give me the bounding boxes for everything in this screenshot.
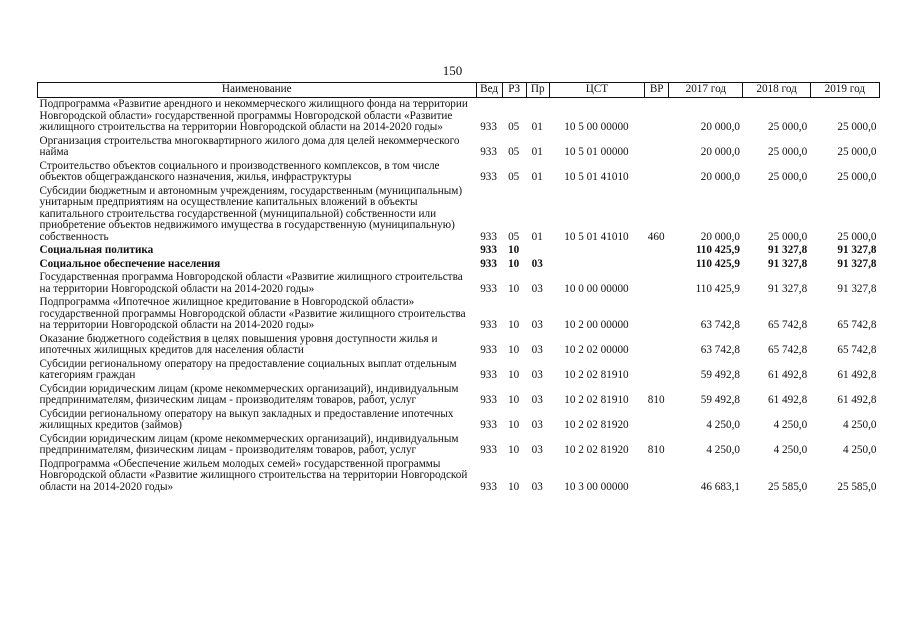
cell-ved: 933 (480, 444, 497, 456)
cell-ved: 933 (480, 146, 497, 158)
cell-name: Социальная политика (39, 244, 154, 256)
cell-2017: 4 250,0 (706, 444, 740, 456)
cell-rz: 05 (508, 230, 520, 243)
cell-ved: 933 (480, 344, 497, 356)
cell-rz: 10 (508, 369, 520, 381)
cell-pr: 03 (531, 319, 543, 331)
cell-2018: 25 000,0 (768, 121, 808, 133)
cell-cst: 10 2 02 81910 (564, 369, 629, 381)
cell-pr: 01 (531, 171, 543, 183)
cell-2019: 4 250,0 (842, 419, 877, 431)
header-2019: 2019 год (810, 83, 879, 98)
cell-vr (645, 296, 669, 333)
cell-ved: 933 (480, 121, 497, 133)
header-2017: 2017 год (669, 83, 743, 98)
cell-pr (526, 244, 549, 258)
cell-rz: 10 (508, 257, 520, 270)
header-vr: ВР (645, 83, 669, 98)
cell-pr: 01 (531, 121, 543, 133)
cell-2017: 20 000,0 (700, 121, 740, 133)
header-rz: РЗ (502, 83, 526, 98)
table-row (38, 358, 880, 383)
cell-name: Субсидии юридическим лицам (кроме некоммерческих организаций), индивидуальным предпринимателям, физическим лицам - производителям товаров, работ, услуг (39, 382, 459, 406)
cell-name: Организация строительства многоквартирного жилого дома для целей некоммерческого найма (39, 134, 460, 158)
cell-ved: 933 (480, 282, 497, 295)
cell-cst: 10 2 02 81910 (564, 394, 629, 406)
cell-2017: 20 000,0 (700, 230, 740, 243)
cell-rz: 10 (508, 319, 520, 331)
table-body (38, 98, 880, 495)
table-row (38, 458, 880, 495)
cell-cst: 10 2 02 81920 (564, 419, 629, 431)
cell-vr (645, 458, 669, 495)
page-number: 150 (442, 63, 463, 78)
table-header (38, 83, 880, 98)
cell-cst (549, 244, 644, 258)
cell-2018: 25 000,0 (768, 230, 808, 243)
cell-2017: 110 425,9 (695, 282, 740, 295)
table-row (38, 433, 880, 458)
cell-vr (645, 258, 669, 272)
cell-2019: 91 327,8 (837, 282, 877, 295)
cell-cst: 10 5 01 41010 (564, 230, 629, 243)
cell-2018: 4 250,0 (773, 444, 808, 456)
cell-cst: 10 0 00 00000 (564, 282, 629, 295)
budget-table (37, 82, 880, 494)
cell-2017: 63 742,8 (700, 319, 740, 331)
cell-name: Субсидии региональному оператору на выкуп закладных и предоставление ипотечных жилищных кредитов (займов) (39, 407, 454, 431)
cell-2019: 25 585,0 (837, 480, 877, 493)
cell-rz: 05 (508, 121, 520, 133)
cell-2018: 25 000,0 (768, 171, 808, 183)
cell-2017: 110 425,9 (695, 257, 740, 270)
cell-2018: 25 000,0 (768, 146, 808, 158)
cell-rz: 10 (508, 480, 520, 493)
table-row (38, 271, 880, 296)
cell-vr (645, 333, 669, 358)
cell-vr (645, 271, 669, 296)
table-row (38, 258, 880, 272)
cell-name: Субсидии бюджетным и автономным учреждениям, государственным (муниципальным) унитарным предприятиям на осуществление капитальных вложений в объекты капитального строительства государственной (муниципальной) собственности или приобретение объектов недвижимого имущества в государственную (муниципальную) собственность (39, 184, 463, 243)
cell-cst: 10 2 00 00000 (564, 319, 629, 331)
cell-cst: 10 3 00 00000 (564, 480, 629, 493)
cell-rz: 10 (508, 444, 520, 456)
cell-name: Строительство объектов социального и производственного комплексов, в том числе объектов общегражданского назначения, жилья, инфраструктуры (39, 159, 440, 183)
cell-name: Государственная программа Новгородской области «Развитие жилищного строительства на территории Новгородской области на 2014-2020 годы» (39, 271, 463, 295)
cell-rz: 10 (508, 344, 520, 356)
cell-rz: 05 (508, 146, 520, 158)
cell-rz: 10 (508, 244, 520, 256)
cell-name: Социальное обеспечение населения (39, 257, 221, 270)
cell-pr: 03 (531, 394, 543, 406)
cell-2019: 91 327,8 (837, 257, 877, 270)
cell-cst: 10 2 02 00000 (564, 344, 629, 356)
header-name: Наименование (38, 83, 477, 98)
cell-2019: 91 327,8 (837, 244, 877, 256)
cell-pr: 01 (531, 146, 543, 158)
cell-vr (645, 244, 669, 258)
cell-vr (645, 160, 669, 185)
cell-2018: 91 327,8 (768, 282, 808, 295)
table-row (38, 408, 880, 433)
cell-ved: 933 (480, 319, 497, 331)
cell-pr: 03 (531, 369, 543, 381)
cell-ved: 933 (480, 480, 497, 493)
table-row (38, 98, 880, 135)
cell-cst: 10 5 01 00000 (564, 146, 629, 158)
cell-2017: 46 683,1 (700, 480, 740, 493)
cell-2018: 25 585,0 (768, 480, 808, 493)
cell-2018: 91 327,8 (768, 244, 808, 256)
cell-2019: 25 000,0 (837, 230, 877, 243)
cell-vr: 810 (647, 394, 665, 406)
cell-2017: 4 250,0 (706, 419, 740, 431)
cell-ved: 933 (480, 230, 497, 243)
cell-2018: 61 492,8 (768, 394, 808, 406)
cell-name: Подпрограмма «Ипотечное жилищное кредитование в Новгородской области» государственной программы Новгородской области «Развитие жилищного строительства на территории Новгородской области на 2014-2020 годы» (39, 296, 466, 331)
cell-2019: 25 000,0 (837, 121, 877, 133)
table-row (38, 383, 880, 408)
cell-2017: 110 425,9 (695, 244, 740, 256)
table-row (38, 135, 880, 160)
cell-pr: 03 (531, 344, 543, 356)
cell-2018: 4 250,0 (773, 419, 808, 431)
cell-pr: 01 (531, 230, 543, 243)
cell-ved: 933 (480, 394, 497, 406)
cell-2017: 59 492,8 (700, 369, 740, 381)
cell-ved: 933 (480, 257, 497, 270)
cell-vr (645, 98, 669, 135)
table-row (38, 160, 880, 185)
cell-2018: 91 327,8 (768, 257, 808, 270)
cell-2018: 65 742,8 (768, 344, 808, 356)
header-cst: ЦСТ (549, 83, 644, 98)
cell-2019: 4 250,0 (842, 444, 877, 456)
cell-2019: 25 000,0 (837, 171, 877, 183)
cell-ved: 933 (480, 244, 497, 256)
cell-2017: 59 492,8 (700, 394, 740, 406)
cell-rz: 05 (508, 171, 520, 183)
cell-rz: 10 (508, 282, 520, 295)
cell-2017: 20 000,0 (700, 146, 740, 158)
cell-cst: 10 5 01 41010 (564, 171, 629, 183)
cell-ved: 933 (480, 171, 497, 183)
cell-2017: 63 742,8 (700, 344, 740, 356)
cell-cst: 10 2 02 81920 (564, 444, 629, 456)
cell-2019: 65 742,8 (837, 319, 877, 331)
cell-vr (645, 408, 669, 433)
cell-rz: 10 (508, 394, 520, 406)
cell-2019: 61 492,8 (837, 394, 877, 406)
cell-pr: 03 (531, 257, 543, 270)
cell-vr: 810 (647, 444, 665, 456)
cell-2019: 25 000,0 (837, 146, 877, 158)
header-2018: 2018 год (743, 83, 810, 98)
cell-name: Субсидии юридическим лицам (кроме некоммерческих организаций), индивидуальным предпринимателям, физическим лицам - производителям товаров, работ, услуг (39, 432, 459, 456)
cell-cst (549, 258, 644, 272)
cell-name: Подпрограмма «Развитие арендного и некоммерческого жилищного фонда на территории Новгородской области» государственной программы Новгородской области «Развитие жилищного строительства на территории Новгородской области на 2014-2020 годы» (39, 98, 468, 133)
cell-ved: 933 (480, 419, 497, 431)
cell-pr: 03 (531, 480, 543, 493)
cell-2018: 61 492,8 (768, 369, 808, 381)
cell-cst: 10 5 00 00000 (564, 121, 629, 133)
cell-2019: 61 492,8 (837, 369, 877, 381)
cell-pr: 03 (531, 444, 543, 456)
cell-name: Субсидии региональному оператору на предоставление социальных выплат отдельным категориям граждан (39, 357, 457, 381)
table-row (38, 185, 880, 245)
cell-pr: 03 (531, 282, 543, 295)
header-ved: Вед (476, 83, 502, 98)
cell-2019: 65 742,8 (837, 344, 877, 356)
cell-ved: 933 (480, 369, 497, 381)
header-pr: Пр (526, 83, 549, 98)
cell-rz: 10 (508, 419, 520, 431)
cell-2018: 65 742,8 (768, 319, 808, 331)
cell-name: Оказание бюджетного содействия в целях повышения уровня доступности жилья и ипотечных жилищных кредитов для населения области (39, 332, 438, 356)
cell-vr (645, 358, 669, 383)
table-row (38, 244, 880, 258)
table-row (38, 296, 880, 333)
cell-name: Подпрограмма «Обеспечение жильем молодых семей» государственной программы Новгородской области «Развитие жилищного строительства на территории Новгородской области на 2014-2020 годы» (39, 457, 468, 493)
cell-2017: 20 000,0 (700, 171, 740, 183)
cell-vr (645, 135, 669, 160)
cell-pr: 03 (531, 419, 543, 431)
cell-vr: 460 (647, 230, 665, 243)
table-row (38, 333, 880, 358)
